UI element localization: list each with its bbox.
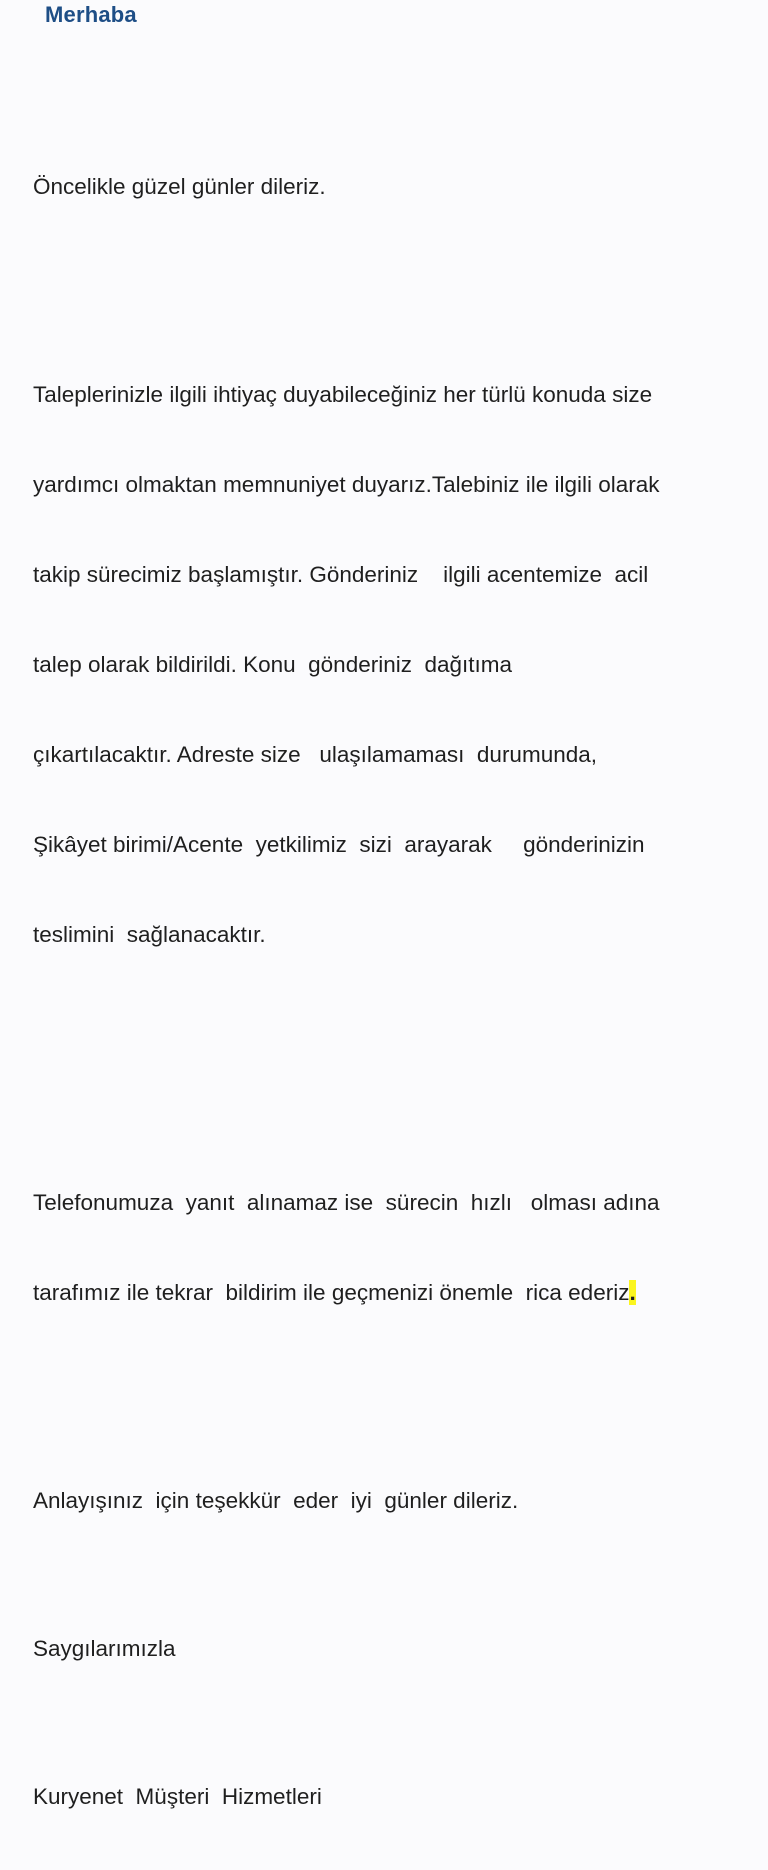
opening-line: Öncelikle güzel günler dileriz. bbox=[33, 174, 326, 199]
regards-line: Saygılarımızla bbox=[33, 1636, 176, 1661]
paragraph-line: Taleplerinizle ilgili ihtiyaç duyabileceğiniz her türlü konuda size bbox=[33, 382, 653, 407]
paragraph-request-info bbox=[33, 320, 743, 1010]
paragraph-line bbox=[33, 1278, 743, 1308]
paragraph-phone-request bbox=[33, 1128, 743, 1368]
paragraph-line-text: tarafımız ile tekrar bildirim ile geçmenizi önemle rica ederiz bbox=[33, 1280, 630, 1305]
greeting-title: Merhaba bbox=[45, 2, 137, 27]
thanks-line: Anlayışınız için teşekkür eder iyi günler dileriz. bbox=[33, 1488, 519, 1513]
paragraph-line: takip sürecimiz başlamıştır. Gönderiniz ilgili acentemize acil bbox=[33, 562, 649, 587]
signature-line: Kuryenet Müşteri Hizmetleri bbox=[33, 1784, 322, 1809]
message-body bbox=[33, 112, 743, 1870]
paragraph-line: Telefonumuza yanıt alınamaz ise sürecin hızlı olması adına bbox=[33, 1190, 660, 1215]
paragraph-line: talep olarak bildirildi. Konu gönderiniz dağıtıma bbox=[33, 652, 513, 677]
paragraph-line: Şikâyet birimi/Acente yetkilimiz sizi arayarak gönderinizin bbox=[33, 832, 645, 857]
highlighted-period: . bbox=[629, 1280, 636, 1305]
paragraph-line: yardımcı olmaktan memnuniyet duyarız.Talebiniz ile ilgili olarak bbox=[33, 472, 660, 497]
paragraph-line: çıkartılacaktır. Adreste size ulaşılamaması durumunda, bbox=[33, 742, 597, 767]
paragraph-line: teslimini sağlanacaktır. bbox=[33, 922, 266, 947]
